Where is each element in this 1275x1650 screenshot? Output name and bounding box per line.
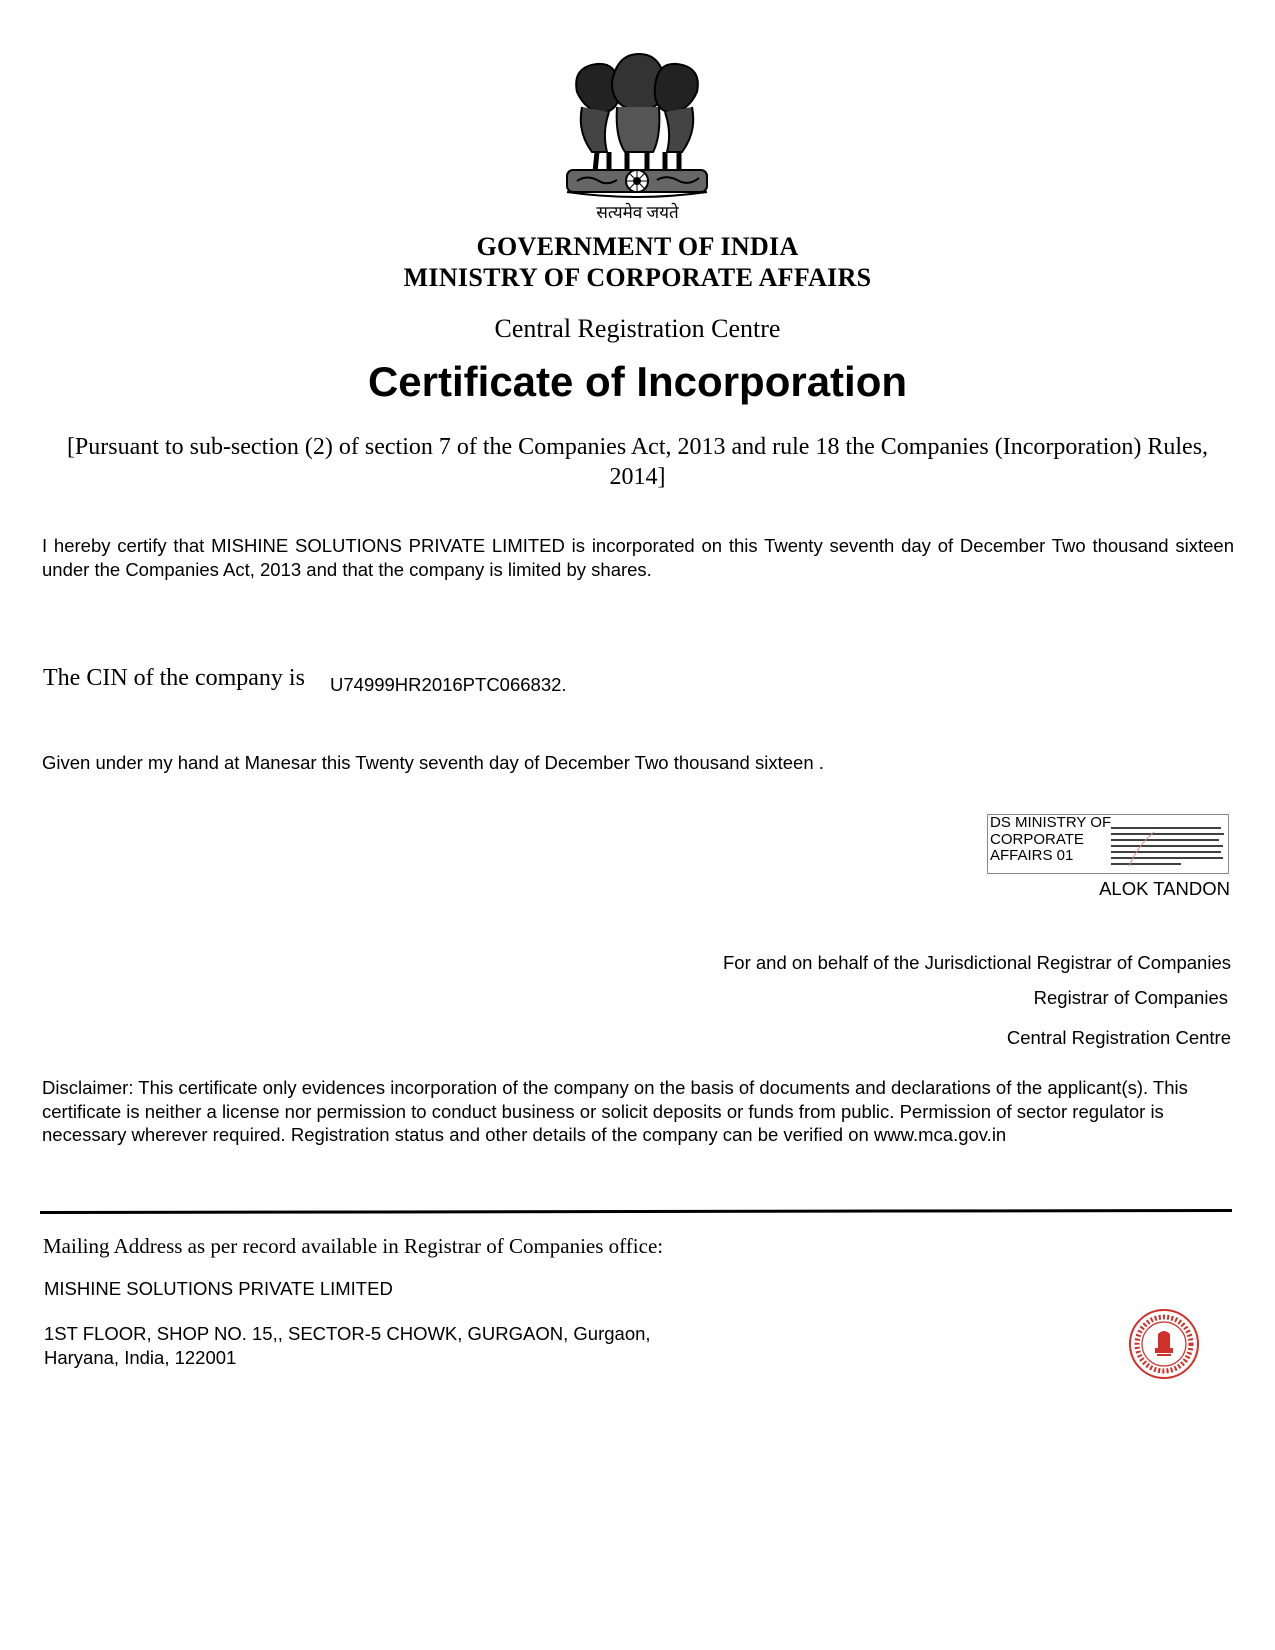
divider bbox=[40, 1209, 1232, 1214]
registrar-title: Registrar of Companies bbox=[1033, 987, 1228, 1008]
given-statement: Given under my hand at Manesar this Twenty seventh day of December Two thousand sixteen . bbox=[42, 752, 824, 773]
cin-value: U74999HR2016PTC066832. bbox=[330, 674, 567, 695]
digital-signature-box bbox=[987, 814, 1229, 874]
company-address: 1ST FLOOR, SHOP NO. 15,, SECTOR-5 CHOWK, GURGAON, Gurgaon, Haryana, India, 122001 bbox=[44, 1323, 651, 1368]
company-name: MISHINE SOLUTIONS PRIVATE LIMITED bbox=[44, 1278, 393, 1299]
cin-label: The CIN of the company is bbox=[43, 665, 305, 691]
registrar-name: ALOK TANDON bbox=[1099, 878, 1230, 899]
mailing-address-label: Mailing Address as per record available in Registrar of Companies office: bbox=[43, 1234, 664, 1258]
pursuant-clause: [Pursuant to sub-section (2) of section 7 of the Companies Act, 2013 and rule 18 the Companies (Incorporation) Rules, 2014] bbox=[66, 434, 1209, 490]
page-title: Certificate of Incorporation bbox=[367, 358, 908, 405]
signature-fine-print bbox=[1109, 824, 1227, 868]
disclaimer: Disclaimer: This certificate only evidences incorporation of the company on the basis of documents and declarations of the applicant(s). This certificate is neither a license nor permission to conduct business or solicit deposits or funds from public. Permission of sector regulator is necessary wherever required. Registration status and other details of the company can be verified on www.mca.gov.in bbox=[42, 1077, 1188, 1145]
national-motto: सत्यमेव जयते bbox=[596, 203, 679, 222]
on-behalf-line: For and on behalf of the Jurisdictional Registrar of Companies bbox=[723, 952, 1231, 973]
certification-statement: I hereby certify that MISHINE SOLUTIONS PRIVATE LIMITED is incorporated on this Twenty seventh day of December Two thousand sixteen under the Companies Act, 2013 and that the company is limited by shares. bbox=[42, 535, 1234, 580]
registration-centre-heading: Central Registration Centre bbox=[494, 314, 781, 343]
ministry-heading: MINISTRY OF CORPORATE AFFAIRS bbox=[403, 263, 872, 292]
signer-name: DS MINISTRY OF CORPORATE AFFAIRS 01 bbox=[990, 814, 1112, 864]
national-emblem-icon bbox=[547, 52, 727, 222]
registrar-centre: Central Registration Centre bbox=[1006, 1027, 1231, 1048]
government-heading: GOVERNMENT OF INDIA bbox=[476, 232, 799, 261]
registrar-seal-icon bbox=[1128, 1308, 1200, 1380]
